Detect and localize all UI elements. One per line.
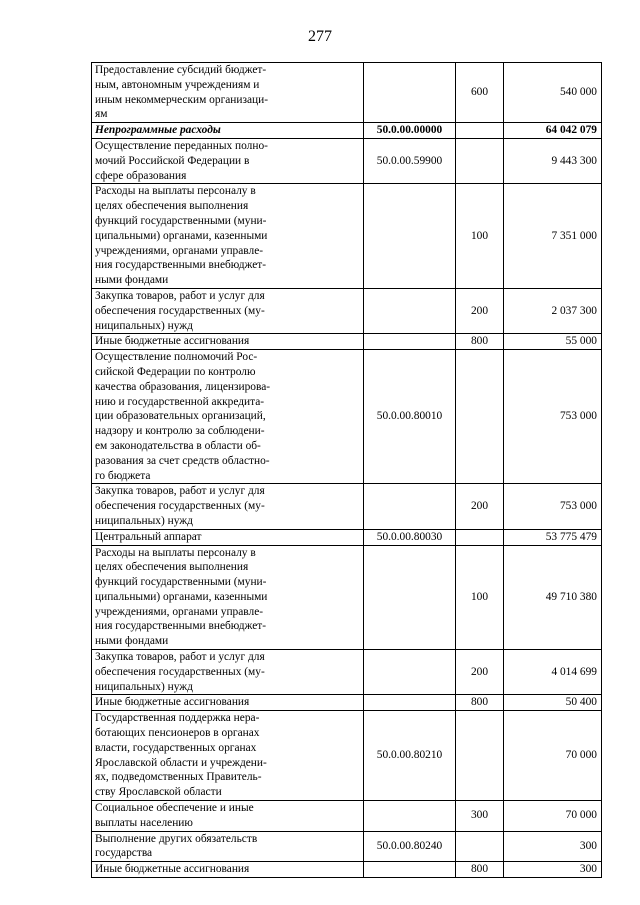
expense-name-line: целях обеспечения выполнения xyxy=(95,561,249,574)
expense-name-line: власти, государственных органах xyxy=(95,741,257,754)
target-article-code-cell xyxy=(364,650,456,695)
expense-name-line: государства xyxy=(95,847,153,860)
expense-name-cell xyxy=(92,831,364,862)
expense-name-line: ям xyxy=(95,108,108,121)
expense-name-line: обеспечения государственных (му- xyxy=(95,304,265,317)
target-article-code-cell xyxy=(364,63,456,123)
expense-name-cell xyxy=(92,650,364,695)
expense-name-line: Осуществление переданных полно- xyxy=(95,139,268,152)
expense-name-cell xyxy=(92,711,364,801)
table-row xyxy=(92,123,602,139)
target-article-code-cell xyxy=(364,334,456,350)
expense-type-cell xyxy=(456,831,504,862)
expense-name-line: го бюджета xyxy=(95,469,151,482)
expense-name-cell xyxy=(92,529,364,545)
expense-name-line: иным некоммерческим организаци- xyxy=(95,93,269,106)
expense-name-line: Непрограммные расходы xyxy=(95,124,221,137)
expense-name-line: мочий Российской Федерации в xyxy=(95,154,250,167)
expense-name-line: Иные бюджетные ассигнования xyxy=(95,335,250,348)
expense-name-line: Расходы на выплаты персоналу в xyxy=(95,546,256,559)
expense-name-cell xyxy=(92,184,364,289)
expense-name-line: Предоставление субсидий бюджет- xyxy=(95,64,267,76)
expense-name-line: ству Ярославской области xyxy=(95,786,222,799)
table-row xyxy=(92,334,602,350)
amount-cell: 70 000 xyxy=(504,711,602,801)
target-article-code-cell: 50.0.00.59900 xyxy=(364,138,456,183)
expense-name-line: целях обеспечения выполнения xyxy=(95,200,249,213)
expense-type-cell: 800 xyxy=(456,334,504,350)
expense-name-line: Закупка товаров, работ и услуг для xyxy=(95,651,265,664)
amount-cell: 4 014 699 xyxy=(504,650,602,695)
expense-type-cell xyxy=(456,529,504,545)
expense-type-cell: 200 xyxy=(456,650,504,695)
amount-cell: 53 775 479 xyxy=(504,529,602,545)
table-row xyxy=(92,650,602,695)
table-row xyxy=(92,63,602,123)
expense-name-line: ботающих пенсионеров в органах xyxy=(95,727,260,740)
expense-name-line: сийской Федерации по контролю xyxy=(95,365,256,378)
target-article-code-cell: 50.0.00.00000 xyxy=(364,123,456,139)
amount-cell: 753 000 xyxy=(504,484,602,529)
amount-cell: 300 xyxy=(504,831,602,862)
expense-name-line: ципальными) органами, казенными xyxy=(95,229,268,242)
expense-name-cell xyxy=(92,545,364,650)
expense-name-line: ципальными) органами, казенными xyxy=(95,590,268,603)
expense-name-line: учреждениями, органами управле- xyxy=(95,244,264,257)
target-article-code-cell xyxy=(364,484,456,529)
expense-name-cell xyxy=(92,63,364,123)
table-row xyxy=(92,184,602,289)
expense-name-line: ниципальных) нужд xyxy=(95,319,193,332)
expense-type-cell: 800 xyxy=(456,695,504,711)
target-article-code-cell: 50.0.00.80030 xyxy=(364,529,456,545)
target-article-code-cell xyxy=(364,545,456,650)
budget-table xyxy=(91,62,602,878)
target-article-code-cell: 50.0.00.80210 xyxy=(364,711,456,801)
expense-name-line: Закупка товаров, работ и услуг для xyxy=(95,289,265,302)
table-row xyxy=(92,545,602,650)
expense-type-cell: 100 xyxy=(456,545,504,650)
expense-name-line: Закупка товаров, работ и услуг для xyxy=(95,485,265,498)
amount-cell: 55 000 xyxy=(504,334,602,350)
expense-name-line: обеспечения государственных (му- xyxy=(95,500,265,513)
expense-name-cell xyxy=(92,138,364,183)
expense-name-line: ниципальных) нужд xyxy=(95,514,193,527)
expense-name-line: качества образования, лицензирова- xyxy=(95,380,271,393)
expense-name-line: Расходы на выплаты персоналу в xyxy=(95,185,256,198)
expense-type-cell: 200 xyxy=(456,484,504,529)
expense-name-line: Иные бюджетные ассигнования xyxy=(95,696,250,709)
expense-name-line: функций государственными (муни- xyxy=(95,576,267,589)
expense-type-cell: 600 xyxy=(456,63,504,123)
table-row xyxy=(92,831,602,862)
expense-type-cell: 200 xyxy=(456,288,504,333)
amount-cell: 64 042 079 xyxy=(504,123,602,139)
page-number: 277 xyxy=(308,28,332,45)
amount-cell: 49 710 380 xyxy=(504,545,602,650)
table-row xyxy=(92,695,602,711)
expense-name-line: обеспечения государственных (му- xyxy=(95,665,265,678)
expense-name-line: ным, автономным учреждениям и xyxy=(95,78,260,91)
expense-name-line: ях, подведомственных Правитель- xyxy=(95,771,262,784)
expense-type-cell xyxy=(456,711,504,801)
target-article-code-cell: 50.0.00.80240 xyxy=(364,831,456,862)
target-article-code-cell xyxy=(364,184,456,289)
expense-name-line: Осуществление полномочий Рос- xyxy=(95,351,258,364)
expense-name-line: выплаты населению xyxy=(95,816,193,829)
target-article-code-cell xyxy=(364,288,456,333)
amount-cell: 2 037 300 xyxy=(504,288,602,333)
expense-name-cell xyxy=(92,695,364,711)
expense-name-line: ния государственными внебюджет- xyxy=(95,620,267,633)
target-article-code-cell xyxy=(364,695,456,711)
table-row xyxy=(92,529,602,545)
expense-name-cell xyxy=(92,288,364,333)
expense-name-line: ными фондами xyxy=(95,274,169,287)
expense-name-line: функций государственными (муни- xyxy=(95,214,267,227)
amount-cell: 753 000 xyxy=(504,350,602,484)
target-article-code-cell: 50.0.00.80010 xyxy=(364,350,456,484)
target-article-code-cell xyxy=(364,801,456,832)
expense-type-cell xyxy=(456,123,504,139)
expense-name-line: Государственная поддержка нера- xyxy=(95,712,260,725)
table-row xyxy=(92,138,602,183)
amount-cell: 7 351 000 xyxy=(504,184,602,289)
expense-name-line: нию и государственной аккредита- xyxy=(95,395,265,408)
table-row xyxy=(92,801,602,832)
amount-cell: 540 000 xyxy=(504,63,602,123)
expense-name-cell xyxy=(92,350,364,484)
expense-name-line: ния государственными внебюджет- xyxy=(95,259,267,272)
expense-name-line: сфере образования xyxy=(95,169,187,182)
amount-cell: 70 000 xyxy=(504,801,602,832)
expense-name-line: ем законодательства в области об- xyxy=(95,439,261,452)
table-row xyxy=(92,711,602,801)
expense-name-line: ниципальных) нужд xyxy=(95,680,193,693)
budget-table-body xyxy=(92,63,602,878)
expense-name-line: разования за счет средств областно- xyxy=(95,454,270,467)
expense-name-line: надзору и контролю за соблюдени- xyxy=(95,425,265,438)
expense-name-line: ными фондами xyxy=(95,635,169,648)
expense-name-cell xyxy=(92,862,364,878)
expense-name-line: Ярославской области и учреждени- xyxy=(95,756,267,769)
expense-name-cell xyxy=(92,484,364,529)
expense-type-cell: 800 xyxy=(456,862,504,878)
expense-name-line: Центральный аппарат xyxy=(95,530,202,543)
expense-name-line: учреждениями, органами управле- xyxy=(95,605,264,618)
table-row xyxy=(92,288,602,333)
expense-type-cell xyxy=(456,350,504,484)
table-row xyxy=(92,350,602,484)
target-article-code-cell xyxy=(364,862,456,878)
amount-cell: 300 xyxy=(504,862,602,878)
expense-type-cell: 300 xyxy=(456,801,504,832)
expense-name-cell xyxy=(92,801,364,832)
expense-type-cell xyxy=(456,138,504,183)
expense-name-cell xyxy=(92,334,364,350)
table-row xyxy=(92,484,602,529)
expense-name-cell xyxy=(92,123,364,139)
expense-name-line: ции образовательных организаций, xyxy=(95,410,266,423)
expense-name-line: Выполнение других обязательств xyxy=(95,832,258,845)
expense-name-line: Иные бюджетные ассигнования xyxy=(95,863,250,876)
amount-cell: 9 443 300 xyxy=(504,138,602,183)
expense-type-cell: 100 xyxy=(456,184,504,289)
expense-name-line: Социальное обеспечение и иные xyxy=(95,802,254,815)
amount-cell: 50 400 xyxy=(504,695,602,711)
table-row xyxy=(92,862,602,878)
